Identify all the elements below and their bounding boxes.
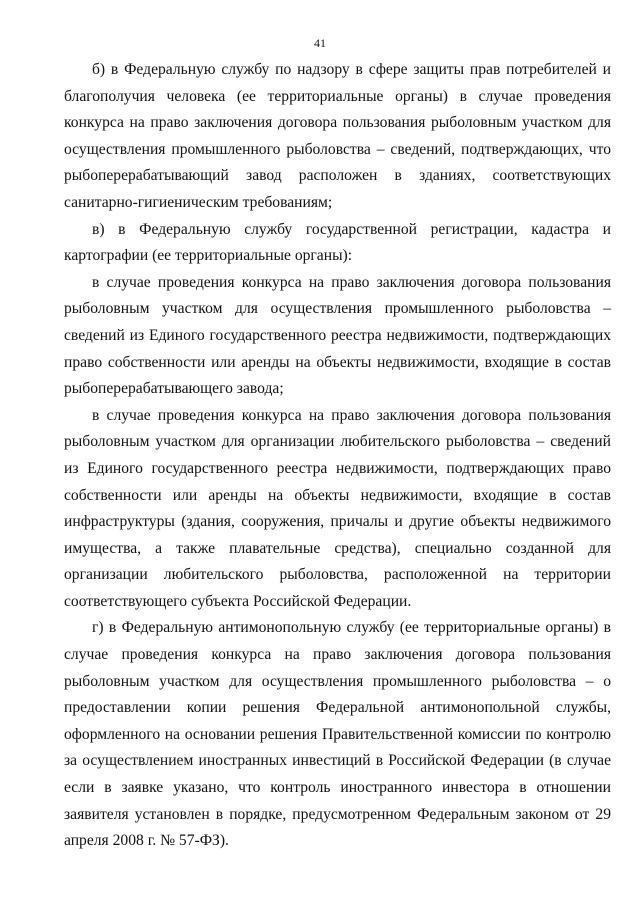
page-number: 41 bbox=[314, 36, 326, 50]
paragraph-v-amateur: в случае проведения конкурса на право заключения договора пользования рыболовным участком для организации любительского рыболовства – сведений из Единого государственного реестра недвижимости, подтверждающих право собственности или аренды на объекты недвижимости, входящие в состав инфраструктуры (здания, сооружения, причалы и другие объекты недвижимого имущества, а также плавательные средства), специально созданной для организации любительского рыболовства, расположенной на территории соответствующего субъекта Российской Федерации. bbox=[64, 406, 611, 610]
paragraph-b: б) в Федеральную службу по надзору в сфере защиты прав потребителей и благополучия человека (ее территориальные органы) в случае проведения конкурса на право заключения договора пользования рыболовным участком для осуществления промышленного рыболовства – сведений, подтверждающих, что рыбоперерабатывающий завод расположен в зданиях, соответствующих санитарно-гигиеническим требованиям; bbox=[64, 61, 611, 211]
paragraph-v: в) в Федеральную службу государственной регистрации, кадастра и картографии (ее территориальные органы): bbox=[64, 220, 611, 265]
document-body bbox=[64, 57, 611, 855]
paragraph-v-industrial: в случае проведения конкурса на право заключения договора пользования рыболовным участком для осуществления промышленного рыболовства – сведений из Единого государственного реестра недвижимости, подтверждающих право собственности или аренды на объекты недвижимости, входящие в состав рыбоперерабатывающего завода; bbox=[64, 273, 611, 398]
paragraph-g: г) в Федеральную антимонопольную службу (ее территориальные органы) в случае проведения конкурса на право заключения договора пользования рыболовным участком для осуществления промышленного рыболовства – о предоставлении копии решения Федеральной антимонопольной службы, оформленного на основании решения Правительственной комиссии по контролю за осуществлением иностранных инвестиций в Российской Федерации (в случае если в заявке указано, что контроль иностранного инвестора в отношении заявителя установлен в порядке, предусмотренном Федеральным законом от 29 апреля 2008 г. № 57-ФЗ). bbox=[64, 619, 611, 850]
